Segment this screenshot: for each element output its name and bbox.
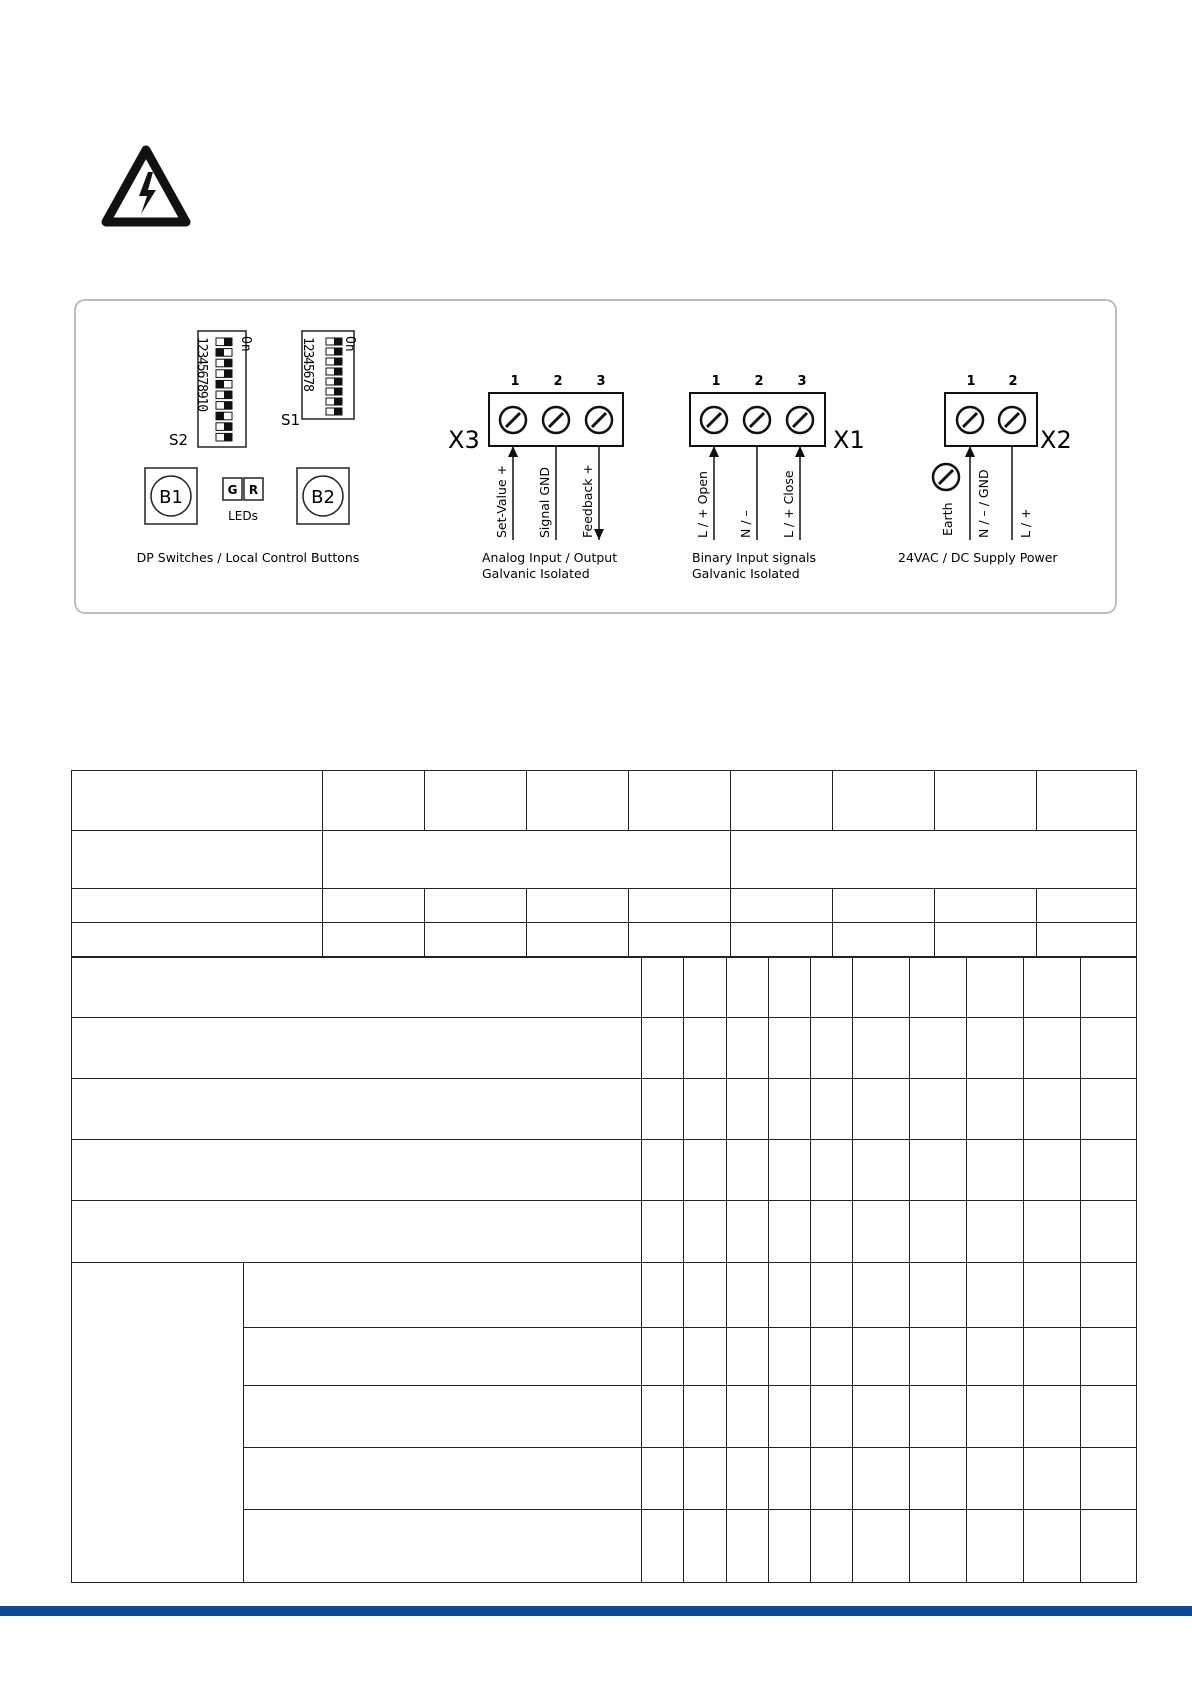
x2-earth-label: Earth xyxy=(940,502,955,536)
dip-switch-s1 xyxy=(281,331,357,429)
table-cell xyxy=(1081,1079,1137,1140)
table-cell xyxy=(833,889,935,923)
table-cell xyxy=(1024,1079,1081,1140)
table-cell xyxy=(727,1263,769,1328)
table-cell xyxy=(1024,1018,1081,1079)
table-cell xyxy=(769,1328,811,1386)
table-cell xyxy=(425,771,527,831)
arrow-up-icon xyxy=(508,446,518,457)
table-cell xyxy=(323,771,425,831)
x1-caption-1: Binary Input signals xyxy=(692,550,816,565)
table-cell xyxy=(967,1140,1024,1201)
table-cell xyxy=(769,1201,811,1263)
dip-lever-knob xyxy=(224,423,232,431)
table-cell xyxy=(323,923,425,957)
table-cell xyxy=(727,1018,769,1079)
x3-pin-3: 3 xyxy=(596,374,606,389)
screw-icon xyxy=(999,407,1025,433)
screw-icon xyxy=(543,407,569,433)
table-cell xyxy=(967,958,1024,1018)
table-cell xyxy=(1081,1201,1137,1263)
table-row xyxy=(72,831,1137,889)
table-cell xyxy=(811,1386,853,1448)
table-cell xyxy=(642,1079,684,1140)
table-cell xyxy=(769,1263,811,1328)
table-cell xyxy=(72,889,323,923)
table-cell xyxy=(769,958,811,1018)
x1-signal-neutral: N / – xyxy=(738,510,753,538)
x1-signal-close: L / + Close xyxy=(781,470,796,538)
table-cell xyxy=(642,958,684,1018)
table-cell xyxy=(642,1510,684,1583)
table-row xyxy=(72,771,1137,831)
table-cell xyxy=(769,1386,811,1448)
dip-lever-knob xyxy=(216,380,224,388)
table-cell xyxy=(731,923,833,957)
table-cell xyxy=(642,1448,684,1510)
table-cell xyxy=(1024,1140,1081,1201)
table-cell xyxy=(244,1328,642,1386)
table-cell xyxy=(244,1263,642,1328)
screw-icon xyxy=(500,407,526,433)
table-cell xyxy=(1037,771,1137,831)
table-cell xyxy=(727,1201,769,1263)
table-cell xyxy=(425,889,527,923)
table-cell xyxy=(1024,1263,1081,1328)
table-cell xyxy=(853,1510,910,1583)
x3-caption-1: Analog Input / Output xyxy=(482,550,618,565)
table-cell xyxy=(684,1510,727,1583)
terminal-x1 xyxy=(690,374,865,540)
table-cell xyxy=(910,1140,967,1201)
caption-local-control: DP Switches / Local Control Buttons xyxy=(136,550,360,565)
dip-lever-knob xyxy=(334,398,342,405)
dip-lever-knob xyxy=(224,338,232,346)
table-cell xyxy=(684,1079,727,1140)
terminal-x3 xyxy=(448,374,623,540)
table-cell xyxy=(1081,1448,1137,1510)
dip-lever-knob xyxy=(334,348,342,355)
table-cell xyxy=(72,1263,244,1583)
arrow-up-icon xyxy=(965,446,975,457)
table-cell xyxy=(684,1140,727,1201)
table-cell xyxy=(727,958,769,1018)
table-cell xyxy=(1081,1263,1137,1328)
table-cell xyxy=(910,1328,967,1386)
x3-label: X3 xyxy=(448,426,480,454)
dip-lever-knob xyxy=(224,402,232,410)
table-cell xyxy=(811,1448,853,1510)
table-cell xyxy=(769,1510,811,1583)
table-cell xyxy=(853,1018,910,1079)
table-cell xyxy=(1081,1328,1137,1386)
table-cell xyxy=(1024,1510,1081,1583)
spec-table-top xyxy=(71,770,1137,957)
table-cell xyxy=(731,889,833,923)
table-cell xyxy=(853,1140,910,1201)
table-cell xyxy=(727,1140,769,1201)
dip-lever-knob xyxy=(224,433,232,441)
screw-icon xyxy=(701,407,727,433)
dip-lever-knob xyxy=(224,370,232,378)
table-cell xyxy=(853,1201,910,1263)
table-cell xyxy=(642,1263,684,1328)
earth-screw-icon xyxy=(933,464,959,490)
table-row xyxy=(72,958,1137,1018)
table-cell xyxy=(323,889,425,923)
table-row xyxy=(72,1079,1137,1140)
x1-pin-1: 1 xyxy=(711,374,721,389)
table-cell xyxy=(1037,889,1137,923)
x3-pin-2: 2 xyxy=(553,374,563,389)
table-cell xyxy=(684,1328,727,1386)
x1-signal-open: L / + Open xyxy=(695,471,710,538)
table-cell xyxy=(72,831,323,889)
table-cell xyxy=(1024,958,1081,1018)
table-cell xyxy=(811,1328,853,1386)
table-cell xyxy=(769,1018,811,1079)
table-cell xyxy=(1081,1140,1137,1201)
table-cell xyxy=(1024,1328,1081,1386)
table-cell xyxy=(244,1386,642,1448)
arrow-up-icon xyxy=(795,446,805,457)
table-cell xyxy=(684,1201,727,1263)
x3-signal-set-value: Set-Value + xyxy=(494,464,509,538)
table-cell xyxy=(910,1201,967,1263)
x2-signal-gnd: N / – / GND xyxy=(976,469,991,538)
x3-pin-1: 1 xyxy=(510,374,520,389)
table-cell xyxy=(684,1263,727,1328)
table-row xyxy=(72,1018,1137,1079)
table-cell xyxy=(910,1263,967,1328)
table-cell xyxy=(853,1328,910,1386)
arrow-up-icon xyxy=(709,446,719,457)
table-cell xyxy=(910,1386,967,1448)
x3-caption-2: Galvanic Isolated xyxy=(482,566,590,581)
x1-caption-2: Galvanic Isolated xyxy=(692,566,800,581)
table-cell xyxy=(967,1079,1024,1140)
table-cell xyxy=(811,958,853,1018)
table-cell xyxy=(731,771,833,831)
table-cell xyxy=(910,958,967,1018)
dip-lever-knob xyxy=(334,358,342,365)
table-cell xyxy=(527,771,629,831)
x1-pin-3: 3 xyxy=(797,374,807,389)
footer-accent-bar xyxy=(0,1606,1192,1616)
button-b2-label: B2 xyxy=(311,487,335,508)
table-cell xyxy=(853,1079,910,1140)
table-cell xyxy=(853,958,910,1018)
table-cell xyxy=(769,1079,811,1140)
table-cell xyxy=(1081,1510,1137,1583)
table-cell xyxy=(811,1510,853,1583)
leds-label: LEDs xyxy=(228,509,258,523)
button-b1-label: B1 xyxy=(159,487,183,508)
table-cell xyxy=(684,958,727,1018)
s1-number-label: 12345678 xyxy=(300,337,315,391)
table-cell xyxy=(642,1018,684,1079)
table-cell xyxy=(629,771,731,831)
table-cell xyxy=(811,1018,853,1079)
table-cell xyxy=(1081,958,1137,1018)
dip-lever-knob xyxy=(334,368,342,375)
table-cell xyxy=(72,1201,642,1263)
dip-lever-knob xyxy=(216,412,224,420)
x3-signal-feedback: Feedback + xyxy=(580,464,595,538)
table-cell xyxy=(72,1140,642,1201)
table-cell xyxy=(684,1386,727,1448)
screw-icon xyxy=(744,407,770,433)
screw-icon xyxy=(586,407,612,433)
table-row xyxy=(72,1263,1137,1328)
high-voltage-warning-icon xyxy=(106,150,186,222)
table-cell xyxy=(727,1328,769,1386)
dip-lever-knob xyxy=(334,388,342,395)
table-cell xyxy=(935,771,1037,831)
table-cell xyxy=(727,1386,769,1448)
table-cell xyxy=(731,831,1137,889)
dip-lever-knob xyxy=(334,378,342,385)
s2-on-label: On xyxy=(238,336,253,352)
table-cell xyxy=(72,1079,642,1140)
x1-label: X1 xyxy=(833,426,865,454)
led-g-label: G xyxy=(227,483,238,497)
x2-caption: 24VAC / DC Supply Power xyxy=(898,550,1058,565)
table-cell xyxy=(642,1386,684,1448)
table-row xyxy=(72,1201,1137,1263)
table-cell xyxy=(727,1510,769,1583)
table-cell xyxy=(1081,1386,1137,1448)
dip-switch-s2 xyxy=(169,331,253,449)
table-cell xyxy=(853,1448,910,1510)
table-cell xyxy=(811,1201,853,1263)
table-cell xyxy=(1024,1386,1081,1448)
table-row xyxy=(72,923,1137,957)
table-cell xyxy=(72,771,323,831)
table-cell xyxy=(72,923,323,957)
s2-number-label: 12345678910 xyxy=(194,337,209,411)
table-cell xyxy=(811,1079,853,1140)
table-cell xyxy=(244,1448,642,1510)
terminal-x2 xyxy=(933,374,1072,540)
dip-settings-table xyxy=(71,957,1137,1583)
table-cell xyxy=(967,1448,1024,1510)
screw-icon xyxy=(957,407,983,433)
table-cell xyxy=(853,1263,910,1328)
table-cell xyxy=(833,771,935,831)
s1-on-label: On xyxy=(342,336,357,352)
table-cell xyxy=(910,1448,967,1510)
x1-pin-2: 2 xyxy=(754,374,764,389)
table-cell xyxy=(323,831,731,889)
x3-signal-gnd: Signal GND xyxy=(537,466,552,538)
table-cell xyxy=(527,889,629,923)
table-row xyxy=(72,1140,1137,1201)
table-cell xyxy=(642,1140,684,1201)
table-cell xyxy=(853,1386,910,1448)
table-cell xyxy=(769,1140,811,1201)
s2-label: S2 xyxy=(169,431,189,449)
led-r-label: R xyxy=(248,483,259,497)
table-cell xyxy=(684,1018,727,1079)
table-cell xyxy=(425,923,527,957)
table-cell xyxy=(72,1018,642,1079)
s1-label: S1 xyxy=(281,411,301,429)
local-control-buttons xyxy=(145,468,349,524)
dip-lever-knob xyxy=(224,391,232,399)
table-cell xyxy=(1081,1018,1137,1079)
table-row xyxy=(72,889,1137,923)
table-cell xyxy=(72,958,642,1018)
table-cell xyxy=(967,1201,1024,1263)
table-cell xyxy=(629,889,731,923)
table-cell xyxy=(910,1510,967,1583)
table-cell xyxy=(967,1263,1024,1328)
table-cell xyxy=(967,1386,1024,1448)
table-cell xyxy=(629,923,731,957)
dip-lever-knob xyxy=(216,349,224,357)
table-cell xyxy=(727,1448,769,1510)
dip-lever-knob xyxy=(334,338,342,345)
dip-lever-knob xyxy=(334,408,342,415)
table-cell xyxy=(935,923,1037,957)
dip-lever-knob xyxy=(224,359,232,367)
table-cell xyxy=(811,1263,853,1328)
table-cell xyxy=(1037,923,1137,957)
arrow-down-icon xyxy=(594,529,604,540)
table-cell xyxy=(1024,1201,1081,1263)
x2-label: X2 xyxy=(1040,426,1072,454)
x2-signal-l: L / + xyxy=(1018,508,1033,538)
table-cell xyxy=(967,1018,1024,1079)
table-cell xyxy=(967,1510,1024,1583)
table-cell xyxy=(910,1079,967,1140)
screw-icon xyxy=(787,407,813,433)
table-cell xyxy=(527,923,629,957)
table-cell xyxy=(684,1448,727,1510)
table-cell xyxy=(935,889,1037,923)
table-cell xyxy=(727,1079,769,1140)
table-cell xyxy=(244,1510,642,1583)
table-cell xyxy=(642,1201,684,1263)
table-cell xyxy=(967,1328,1024,1386)
table-cell xyxy=(811,1140,853,1201)
table-cell xyxy=(769,1448,811,1510)
table-cell xyxy=(910,1018,967,1079)
x2-pin-1: 1 xyxy=(966,374,976,389)
table-cell xyxy=(1024,1448,1081,1510)
x2-pin-2: 2 xyxy=(1008,374,1018,389)
table-cell xyxy=(642,1328,684,1386)
table-cell xyxy=(833,923,935,957)
